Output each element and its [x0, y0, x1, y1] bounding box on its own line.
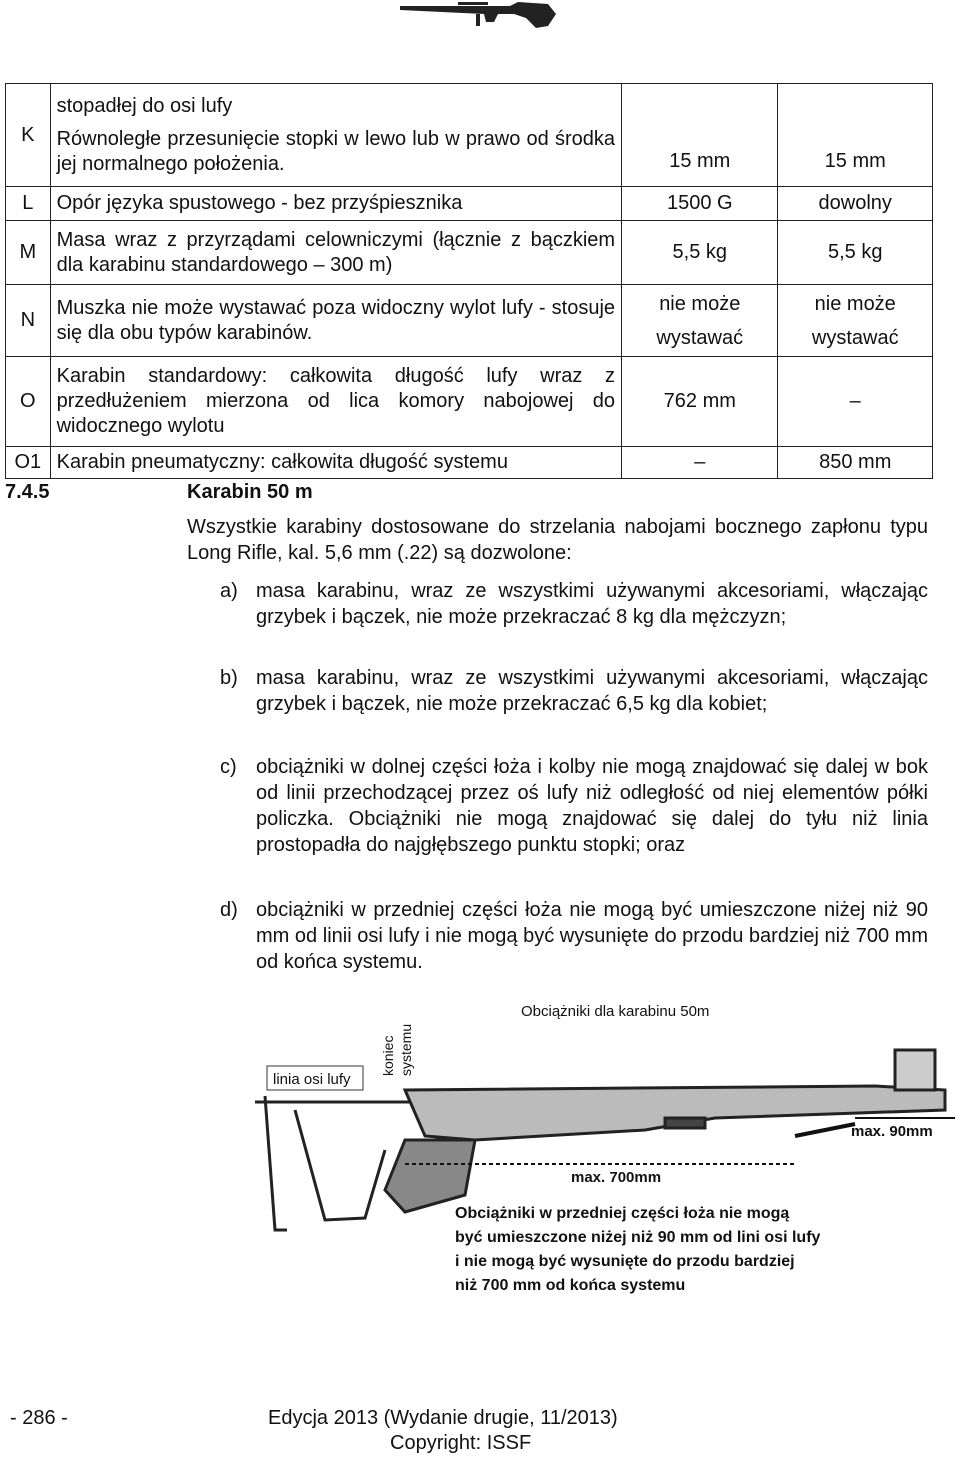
table-row — [6, 285, 933, 357]
max-90mm-label: max. 90mm — [851, 1123, 933, 1140]
value-free: nie może wystawać — [778, 285, 933, 357]
row-code: O — [6, 357, 51, 447]
value-standard: nie może wystawać — [622, 285, 778, 357]
row-description: Karabin standardowy: całkowita długość lufy wraz z przedłużeniem mierzona od lica komory nabojowej do widocznego wylotu — [50, 357, 621, 447]
row-description: Opór języka spustowego - bez przyśpiesznika — [50, 187, 621, 221]
figure-note-line: Obciążniki w przedniej części łoża nie mogą — [455, 1205, 790, 1222]
figure-note-line: być umieszczone niżej niż 90 mm od lini osi lufy — [455, 1229, 821, 1246]
figure-title: Obciążniki dla karabinu 50m — [521, 1003, 710, 1020]
row-description: Masa wraz z przyrządami celowniczymi (łącznie z bączkiem dla karabinu standardowego – 300 m) — [50, 221, 621, 285]
section-number: 7.4.5 — [5, 481, 50, 503]
value-standard: 5,5 kg — [622, 221, 778, 285]
row-code: O1 — [6, 447, 51, 479]
table-row — [6, 84, 933, 187]
row-description — [50, 84, 621, 187]
row-description-line: Równoległe przesunięcie stopki w lewo lub w prawo od środka jej normalnego położenia. — [56, 127, 616, 175]
copyright-note: Copyright: ISSF — [390, 1432, 532, 1454]
list-item — [220, 754, 928, 858]
value-free: 5,5 kg — [778, 221, 933, 285]
receiver-end-label: koniec — [380, 1035, 396, 1076]
specification-table — [5, 83, 933, 479]
receiver-end-label: systemu — [398, 1023, 414, 1076]
value-standard: 15 mm — [622, 84, 778, 187]
list-item-letter: a) — [220, 580, 238, 602]
list-item-text: obciążniki w dolnej części łoża i kolby nie mogą znajdować się dalej w bok od linii przechodzącej przez oś lufy niż odległość od niej elementów półki policzka. Obciążniki nie mogą znajdować się dalej do tyłu niż linia prostopadła do najgłębszego punktu stopki; oraz — [256, 756, 928, 856]
rifle-logo-icon — [398, 0, 560, 36]
value-standard: 762 mm — [622, 357, 778, 447]
row-description-line: stopadłej do osi lufy — [56, 94, 233, 117]
section-intro: Wszystkie karabiny dostosowane do strzelania nabojami bocznego zapłonu typu Long Rifle, kal. 5,6 mm (.22) są dozwolone: — [187, 516, 928, 564]
table-row — [6, 357, 933, 447]
list-item-letter: d) — [220, 899, 238, 921]
value-standard: – — [622, 447, 778, 479]
row-description: Muszka nie może wystawać poza widoczny wylot lufy - stosuje się dla obu typów karabinów. — [50, 285, 621, 357]
figure-note-line: niż 700 mm od końca systemu — [455, 1277, 686, 1294]
rifle-weight-diagram — [175, 990, 955, 1310]
list-item — [220, 665, 928, 717]
table-row — [6, 447, 933, 479]
page-number: - 286 - — [10, 1407, 68, 1429]
row-code: N — [6, 285, 51, 357]
list-item — [220, 578, 928, 630]
value-free: 15 mm — [778, 84, 933, 187]
list-item-letter: c) — [220, 756, 237, 778]
edition-note: Edycja 2013 (Wydanie drugie, 11/2013) — [268, 1407, 618, 1429]
value-free: dowolny — [778, 187, 933, 221]
row-description: Karabin pneumatyczny: całkowita długość systemu — [50, 447, 621, 479]
table-row — [6, 187, 933, 221]
table-row — [6, 221, 933, 285]
bore-line-label: linia osi lufy — [273, 1071, 351, 1088]
value-free: 850 mm — [778, 447, 933, 479]
figure-note-line: i nie mogą być wysunięte do przodu bardziej — [455, 1253, 795, 1270]
row-code: K — [6, 84, 51, 187]
list-item-text: masa karabinu, wraz ze wszystkimi używanymi akcesoriami, włączając grzybek i bączek, nie może przekraczać 8 kg dla mężczyzn; — [256, 580, 928, 628]
list-item-letter: b) — [220, 667, 238, 689]
list-item-text: masa karabinu, wraz ze wszystkimi używanymi akcesoriami, włączając grzybek i bączek, nie może przekraczać 6,5 kg dla kobiet; — [256, 667, 928, 715]
value-standard: 1500 G — [622, 187, 778, 221]
row-code: L — [6, 187, 51, 221]
value-free: – — [778, 357, 933, 447]
list-item-text: obciążniki w przedniej części łoża nie mogą być umieszczone niżej niż 90 mm od linii osi lufy i nie mogą być wysunięte do przodu bardziej niż 700 mm od końca systemu. — [256, 899, 928, 973]
list-item — [220, 897, 928, 975]
row-code: M — [6, 221, 51, 285]
section-title: Karabin 50 m — [187, 481, 313, 503]
max-700mm-label: max. 700mm — [571, 1169, 662, 1186]
